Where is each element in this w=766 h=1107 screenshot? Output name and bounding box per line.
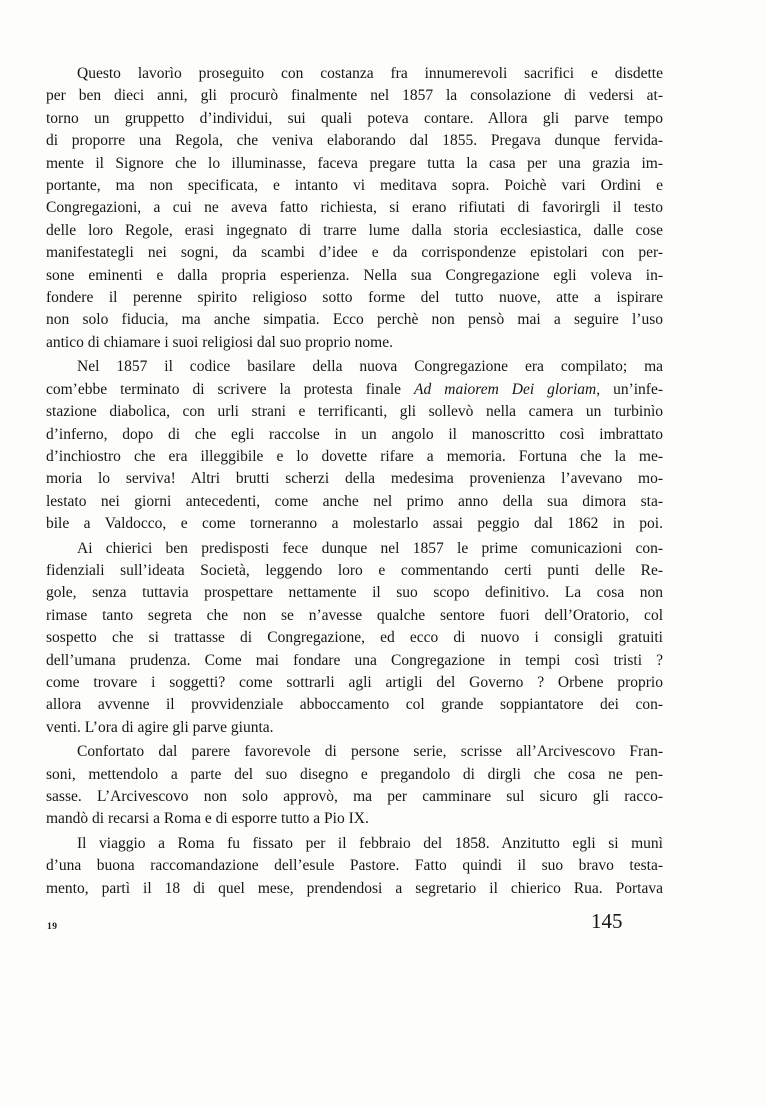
- text-line: [46, 379, 663, 401]
- text-segment: torno un gruppetto d’individui, sui quali poteva contare. Allora gli parve tempo: [46, 109, 663, 127]
- text-line: [46, 265, 663, 287]
- text-segment: manifestategli nei sogni, da scambi d’idee e da corrispondenze epistolari con per-: [46, 244, 663, 262]
- text-line: [46, 560, 663, 582]
- text-segment: d’inchiostro che era illeggibile e lo dovette rifare a memoria. Fortuna che la me-: [46, 447, 663, 465]
- text-segment: Congregazioni, a cui ne aveva fatto richiesta, si erano rifiutati di favorirgli il testo: [46, 199, 663, 217]
- text-line: [46, 424, 663, 446]
- text-line: [46, 63, 663, 85]
- paragraph: [46, 538, 663, 740]
- text-segment: sasse. L’Arcivescovo non solo approvò, ma per camminare sul sicuro gli racco-: [46, 788, 663, 805]
- text-line: [46, 401, 663, 423]
- text-segment: mento, partì il 18 di quel mese, prendendosi a segretario il chierico Rua. Portava: [46, 879, 663, 897]
- text-segment: , un’infe-: [596, 380, 663, 398]
- text-line: [46, 491, 663, 513]
- text-line: [46, 220, 663, 242]
- text-segment: delle loro Regole, erasi ingegnato di trarre lume dalla storia ecclesiastica, dalle cose: [46, 221, 663, 239]
- text-line: [46, 764, 663, 786]
- text-line: [46, 855, 663, 877]
- text-segment: allora avvenne il provvidenziale abboccamento col grande soppiantatore dei con-: [46, 696, 663, 714]
- text-segment: mente il Signore che lo illuminasse, faceva pregare tutta la casa per una grazia im-: [46, 154, 663, 172]
- text-line: [46, 808, 663, 830]
- text-segment: Questo lavorìo proseguito con costanza fra innumerevoli sacrifici e disdette: [77, 65, 663, 82]
- text-segment: d’inferno, dopo di che egli raccolse in un angolo il manoscritto così imbrattato: [46, 425, 663, 443]
- text-segment: stazione diabolica, con urli strani e terrificanti, gli sollevò nella camera un turbinìo: [46, 403, 663, 421]
- text-segment: bile a Valdocco, e come torneranno a molestarlo assai peggio dal 1862 in poi.: [46, 515, 663, 533]
- text-segment: antico di chiamare i suoi religiosi dal suo proprio nome.: [46, 333, 393, 351]
- body-text: [46, 63, 663, 900]
- text-segment: soni, mettendolo a parte del suo disegno e pregandolo di dirgli che cosa ne pen-: [46, 765, 663, 783]
- text-line: [46, 741, 663, 763]
- text-line: [46, 717, 663, 739]
- paragraph: [46, 741, 663, 831]
- paragraph: [46, 356, 663, 535]
- text-segment: gole, senza tuttavia prospettare nettamente il suo scopo definitivo. La cosa non: [46, 584, 663, 602]
- paragraph: [46, 833, 663, 900]
- text-line: [46, 878, 663, 900]
- text-line: [46, 650, 663, 672]
- text-segment: Nel 1857 il codice basilare della nuova Congregazione era compilato; ma: [77, 358, 663, 376]
- text-line: [46, 332, 663, 354]
- text-line: [46, 833, 663, 855]
- text-line: [46, 356, 663, 378]
- text-line: [46, 197, 663, 219]
- text-line: [46, 672, 663, 694]
- text-segment: moria lo serviva! Altri brutti scherzi della medesima provenienza l’avevano mo-: [46, 470, 663, 488]
- text-segment: mandò di recarsi a Roma e di esporre tutto a Pio IX.: [46, 810, 369, 828]
- text-segment: dell’umana prudenza. Come mai fondare una Congregazione in tempi così tristi ?: [46, 651, 663, 669]
- text-line: [46, 309, 663, 331]
- text-segment: rimase tanto segreta che non se n’avesse qualche sentore fuori dell’Oratorio, col: [46, 606, 663, 624]
- signature-mark: 19: [47, 922, 58, 932]
- text-line: [46, 175, 663, 197]
- text-segment: com’ebbe terminato di scrivere la protesta finale: [46, 380, 415, 398]
- text-line: [46, 538, 663, 560]
- text-segment: non solo fiducia, ma anche simpatia. Ecco perchè non pensò mai a seguire l’uso: [46, 311, 663, 329]
- text-segment: sospetto che si trattasse di Congregazione, ed ecco di nuovo i consigli gratuiti: [46, 629, 663, 647]
- text-segment: portante, ma non specificata, e intanto vi meditava sopra. Poichè vari Ordini e: [46, 177, 663, 195]
- text-line: [46, 85, 663, 107]
- text-line: [46, 513, 663, 535]
- text-line: [46, 242, 663, 264]
- text-line: [46, 468, 663, 490]
- text-line: [46, 446, 663, 468]
- text-line: [46, 130, 663, 152]
- text-segment: Confortato dal parere favorevole di persone serie, scrisse all’Arcivescovo Fran-: [77, 743, 663, 761]
- text-segment: d’una buona raccomandazione dell’esule Pastore. Fatto quindi il suo bravo testa-: [46, 857, 663, 875]
- text-segment: Ai chierici ben predisposti fece dunque nel 1857 le prime comunicazioni con-: [77, 539, 663, 557]
- paragraph: [46, 63, 663, 354]
- page-number: 145: [591, 909, 623, 933]
- text-segment: per ben dieci anni, gli procurò finalmente nel 1857 la consolazione di vedersi at-: [46, 87, 663, 105]
- text-segment: fidenziali sull’ideata Società, leggendo loro e commentando certi punti delle Re-: [46, 561, 663, 579]
- text-line: [46, 786, 663, 808]
- text-segment: lestato nei giorni antecedenti, come anche nel primo anno della sua dimora sta-: [46, 492, 663, 510]
- text-segment: sone eminenti e dalla propria esperienza. Nella sua Congregazione egli voleva in-: [46, 266, 663, 284]
- text-line: [46, 605, 663, 627]
- text-line: [46, 627, 663, 649]
- text-line: [46, 108, 663, 130]
- text-line: [46, 582, 663, 604]
- text-segment: di proporre una Regola, che veniva elaborando dal 1855. Pregava dunque fervida-: [46, 132, 663, 150]
- text-line: [46, 153, 663, 175]
- text-segment: fondere il perenne spirito religioso sotto forme del tutto nuove, atte a ispirare: [46, 289, 663, 307]
- text-segment: venti. L’ora di agire gli parve giunta.: [46, 718, 274, 736]
- text-line: [46, 694, 663, 716]
- text-line: [46, 287, 663, 309]
- text-segment: come trovare i soggetti? come sottrarli agli artigli del Governo ? Orbene proprio: [46, 673, 663, 691]
- italic-text-segment: Ad maiorem Dei gloriam: [414, 380, 597, 398]
- text-segment: Il viaggio a Roma fu fissato per il febbraio del 1858. Anzitutto egli si munì: [77, 834, 663, 852]
